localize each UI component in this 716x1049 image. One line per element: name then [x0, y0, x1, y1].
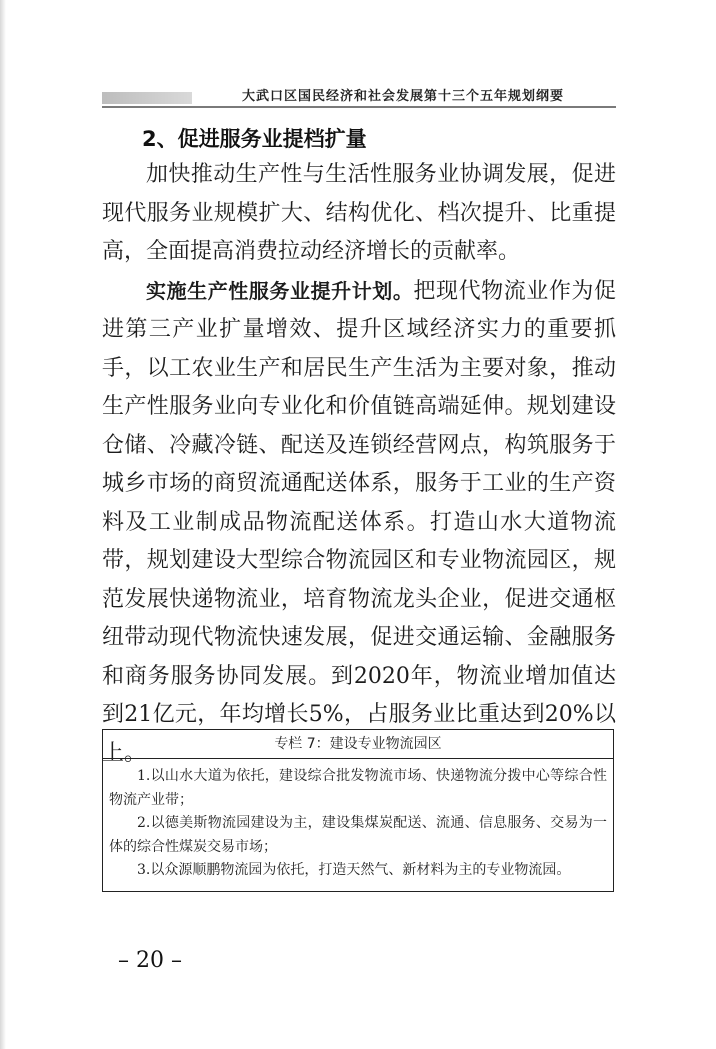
running-header [102, 88, 616, 108]
page-number: – 20 – [118, 948, 182, 973]
paragraph-2-text: 把现代物流业作为促进第三产业扩量增效、提升区域经济实力的重要抓手，以工农业生产和居民生产生活为主要对象，推动生产性服务业向专业化和价值链高端延伸。规划建设仓储、冷藏冷链、配送及连锁经营网点，构筑服务于城乡市场的商贸流通配送体系，服务于工业的生产资料及工业制成品物流配送体系。打造山水大道物流带，规划建设大型综合物流园区和专业物流园区，规范发展快递物流业，培育物流龙头企业，促进交通枢纽带动现代物流快速发展，促进交通运输、金融服务和商务服务协同发展。到2020年，物流业增加值达到21亿元，年均增长5%，占服务业比重达到20%以上。 [102, 278, 616, 766]
paragraph-1 [102, 156, 616, 272]
header-rule [102, 106, 616, 108]
paragraph-1-text: 加快推动生产性与生活性服务业协调发展，促进现代服务业规模扩大、结构优化、档次提升、比重提高，全面提高消费拉动经济增长的贡献率。 [102, 162, 616, 264]
column-box-item: 1.以山水大道为依托，建设综合批发物流市场、快递物流分拨中心等综合性物流产业带； [109, 768, 607, 808]
column-box-body [103, 759, 613, 891]
page-edge-shadow [0, 0, 6, 1049]
column-box-title: 专栏 7：建设专业物流园区 [103, 730, 613, 759]
paragraph-2-lead: 实施生产性服务业提升计划。 [146, 278, 414, 303]
section-heading: 2、促进服务业提档扩量 [142, 127, 367, 151]
column-box-item: 2.以德美斯物流园建设为主，建设集煤炭配送、流通、信息服务、交易为一体的综合性煤炭交易市场； [109, 815, 607, 855]
header-gradient-block [102, 92, 192, 104]
running-header-title: 大武口区国民经济和社会发展第十三个五年规划纲要 [241, 89, 564, 104]
column-box [102, 729, 614, 892]
main-content [102, 122, 616, 773]
column-box-item: 3.以众源顺鹏物流园为依托，打造天然气、新材料为主的专业物流园。 [137, 862, 571, 878]
paragraph-2 [102, 272, 616, 774]
